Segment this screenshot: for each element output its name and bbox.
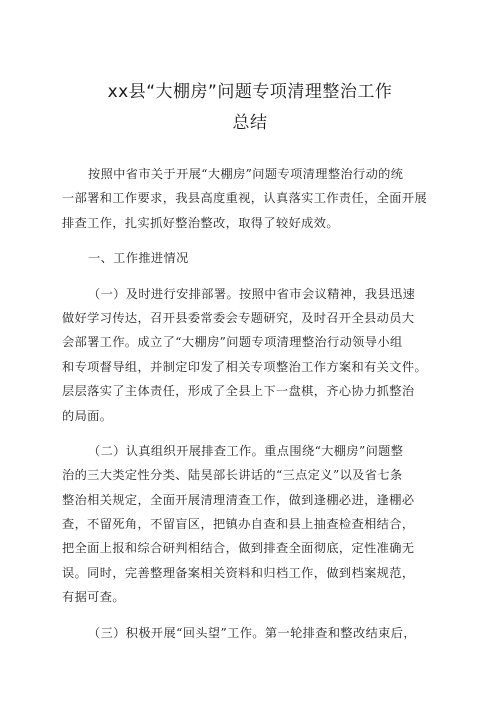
paragraph-line: 做好学习传达，召开县委常委会专题研究，及时召开全县动员大	[62, 310, 415, 325]
paragraph-line: 会部署工作。成立了“大棚房”问题专项清理整治行动领导小组	[62, 335, 403, 350]
paragraph-line: （一）及时进行安排部署。按照中省市会议精神，我县迅速	[88, 286, 416, 301]
paragraph-line: （二）认真组织开展排查工作。重点围绕“大棚房”问题整	[88, 443, 404, 458]
paragraph-line: 和专项督导组，并制定印发了相关专项整治工作方案和有关文件。	[62, 359, 428, 374]
intro-line: 排查工作，扎实抓好整治整改，取得了较好成效。	[62, 215, 339, 230]
paragraph-line: 查，不留死角，不留盲区，把镇办自查和县上抽查检查相结合，	[62, 517, 415, 532]
intro-line: 按照中省市关于开展“大棚房”问题专项清理整治行动的统	[88, 167, 404, 181]
paragraph-line: 层层落实了主体责任，形成了全县上下一盘棋，齐心协力抓整治	[62, 384, 415, 399]
intro-line: 一部署和工作要求，我县高度重视，认真落实工作责任，全面开展	[62, 191, 428, 206]
document-body	[62, 162, 447, 645]
paragraph-line: 治的三大类定性分类、陆昊部长讲话的“三点定义”以及省七条	[62, 468, 403, 483]
paragraph-line: （三）积极开展“回头望”工作。第一轮排查和整改结束后，	[88, 625, 416, 640]
paragraph-line: 的局面。	[62, 408, 113, 423]
paragraph-line: 把全面上报和综合研判相结合，做到排查全面彻底，定性准确无	[62, 541, 415, 556]
document-title-line2: 总结	[232, 113, 268, 133]
paragraph-line: 误。同时，完善整理备案相关资料和归档工作，做到档案规范，	[62, 565, 415, 580]
paragraph-line: 整治相关规定，全面开展清理清查工作，做到逢棚必进，逢棚必	[62, 492, 415, 507]
document-title: xx县“大棚房”问题专项清理整治工作	[107, 82, 393, 102]
paragraph-line: 有据可查。	[62, 590, 125, 605]
section-heading: 一、工作推进情况	[88, 251, 189, 266]
